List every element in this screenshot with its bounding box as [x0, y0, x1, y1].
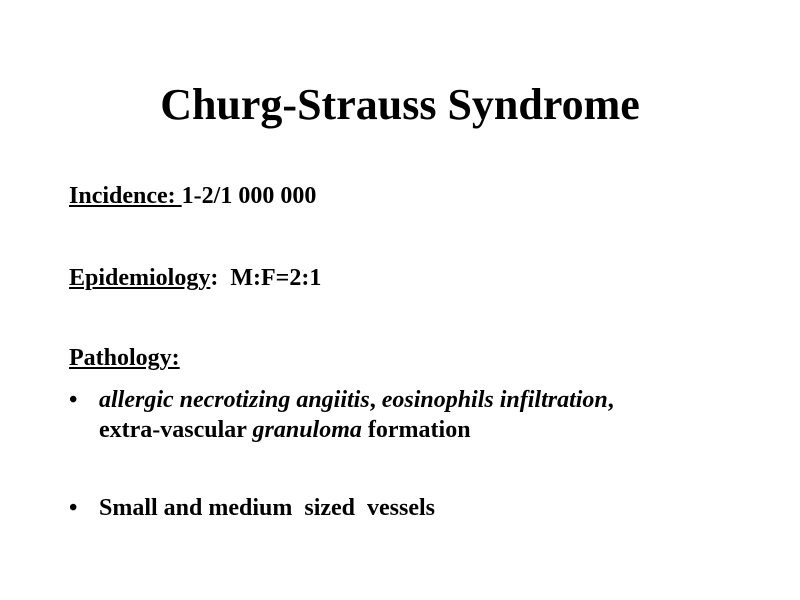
bullet-1-part5: granuloma: [252, 417, 362, 443]
pathology-label: Pathology:: [69, 345, 180, 371]
incidence-value: 1-2/1 000 000: [181, 183, 317, 209]
bullet-2-marker: •: [69, 495, 78, 521]
incidence-label: Incidence:: [69, 183, 182, 209]
epidemiology-line: [69, 263, 321, 293]
bullet-2-text: Small and medium sized vessels: [99, 495, 436, 521]
bullet-1-part1: allergic necrotizing angiitis: [99, 387, 370, 413]
epidemiology-separator: :: [210, 265, 231, 291]
pathology-bullet-1: [69, 385, 719, 485]
epidemiology-value: M:F=2:1: [230, 265, 322, 291]
incidence-line: [69, 181, 316, 211]
bullet-1-marker: •: [69, 387, 78, 413]
bullet-1-part6: formation: [361, 417, 471, 443]
bullet-1-part4: , extra-vascular: [99, 387, 620, 443]
bullet-1-part3: eosinophils infiltration: [381, 387, 608, 413]
slide-title: Churg-Strauss Syndrome: [160, 80, 640, 129]
pathology-bullet-2: [69, 493, 719, 525]
bullet-1-text: [99, 385, 659, 445]
epidemiology-label: Epidemiology: [69, 265, 211, 291]
bullet-1-part2: ,: [369, 387, 382, 413]
